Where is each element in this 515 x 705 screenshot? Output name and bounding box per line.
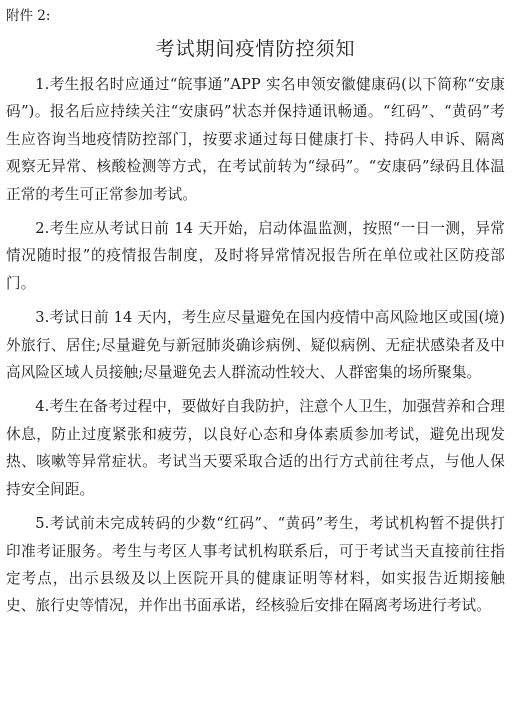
paragraph-3: 3.考试日前 14 天内，考生应尽量避免在国内疫情中高风险地区或国(境)外旅行、居住;尽量避免与新冠肺炎确诊病例、疑似病例、无症状感染者及中高风险区域人员接触;尽量避免去人群流动性较大、人群密集的场所聚集。 [6,309,505,382]
paragraph-4: 4.考生在备考过程中，要做好自我防护，注意个人卫生，加强营养和合理休息，防止过度紧张和疲劳，以良好心态和身体素质参加考试，避免出现发热、咳嗽等异常症状。考试当天要采取合适的出行方式前往考点，与他人保持安全间距。 [6,398,505,498]
paragraph-2: 2.考生应从考试日前 14 天开始，启动体温监测，按照“一日一测，异常情况随时报”的疫情报告制度，及时将异常情况报告所在单位或社区防疫部门。 [6,220,505,292]
document-title: 考试期间疫情防控须知 [155,38,356,60]
attachment-label: 附件 2: [6,8,51,24]
paragraph-5: 5.考试前未完成转码的少数“红码”、“黄码”考生，考试机构暂不提供打印准考证服务。考生与考区人事考试机构联系后，可于考试当天直接前往指定考点，出示县级及以上医院开具的健康证明等材料，如实报告近期接触史、旅行史等情况，并作出书面承诺，经核验后安排在隔离考场进行考试。 [6,515,505,615]
paragraph-1: 1.考生报名时应通过“皖事通”APP 实名申领安徽健康码(以下简称“安康码”)。报名后应持续关注“安康码”状态并保持通讯畅通。“红码”、“黄码”考生应咨询当地疫情防控部门，按要求通过每日健康打卡、持码人申诉、隔离观察无异常、核酸检测等方式，在考试前转为“绿码”。“安康码”绿码且体温正常的考生可正常参加考试。 [6,76,505,203]
